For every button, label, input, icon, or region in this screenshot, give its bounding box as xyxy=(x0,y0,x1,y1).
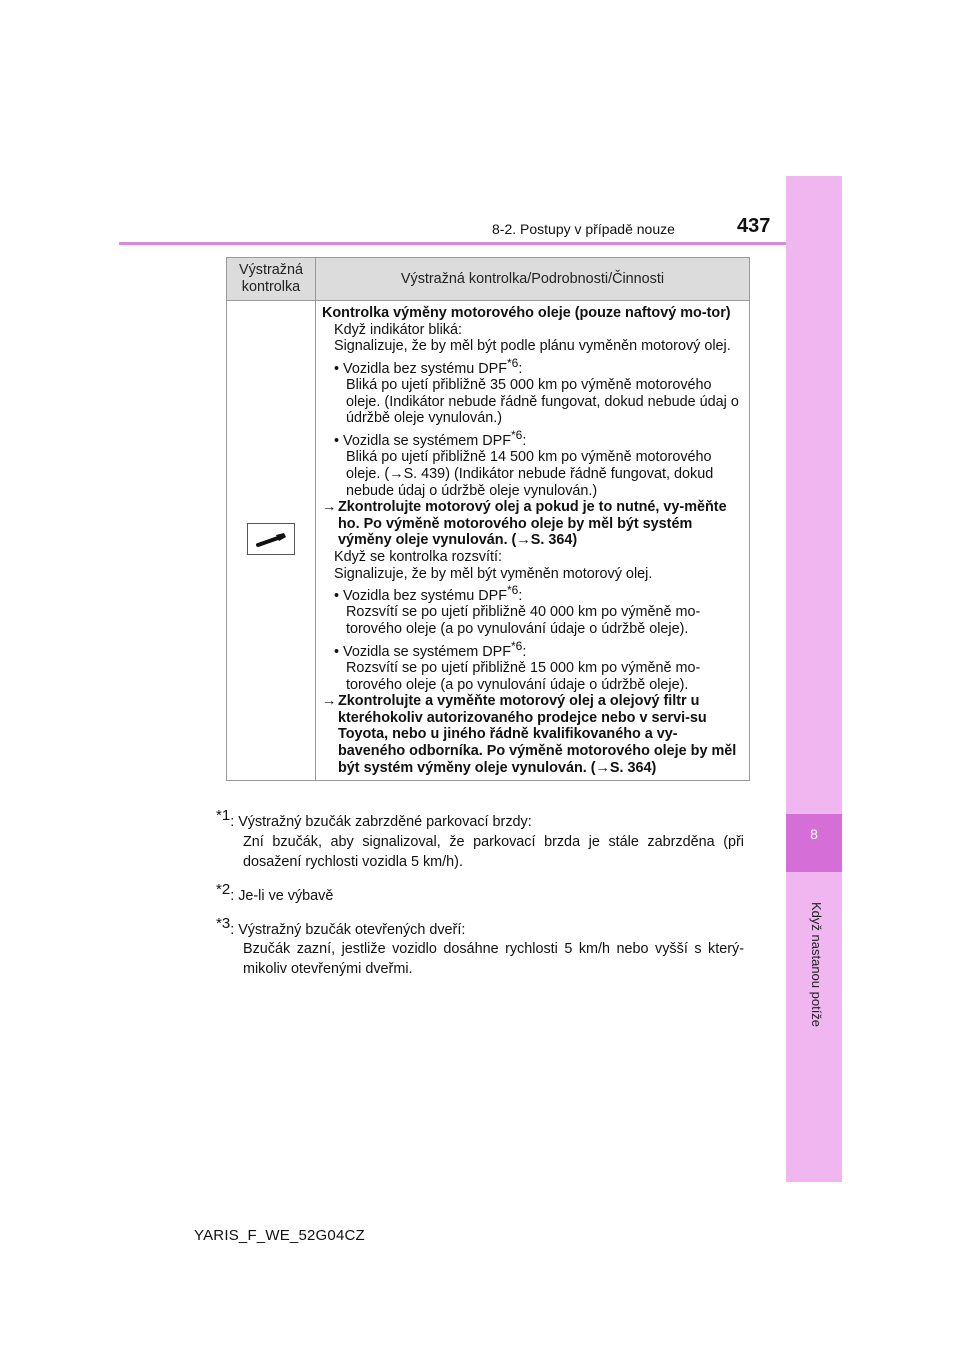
list-item: • Vozidla bez systému DPF$^{*6}$: xyxy=(334,583,523,604)
bullet-marker: • xyxy=(334,360,340,377)
footnote-body: Zní bzučák, aby signalizoval, že parkovací brzda je stále zabrzděna (při dosažení rychlosti vozidla 5 km/h). xyxy=(243,833,744,870)
lit-dpf-label: Vozidla se systémem DPF xyxy=(343,643,511,660)
details-cell xyxy=(316,301,750,781)
chapter-number: 8 xyxy=(810,826,818,842)
footnote-title: Výstražný bzučák otevřených dveří: xyxy=(238,921,466,938)
lit-heading: Když se kontrolka rozsvítí: xyxy=(334,548,502,565)
footnote-title: Je-li ve výbavě xyxy=(238,887,334,904)
section-title: 8-2. Postupy v případě nouze xyxy=(492,221,675,237)
chapter-tab-active[interactable] xyxy=(786,814,842,872)
footnote-1: $^{*1}$: Výstražný bzučák zabrzděné parkovací brzdy: Zní bzučák, aby signalizoval, že parkovací brzda je stále zabrzděna (při dosažení rychlosti vozidla 5 km/h). xyxy=(216,807,744,870)
blink-no-dpf-desc: Bliká po ujetí přibližně 35 000 km po výměně motorového oleje. (Indikátor nebude řádně fungovat, dokud nebude údaj o údržbě oleje vynulován.) xyxy=(346,377,739,427)
warning-table xyxy=(226,257,750,781)
arrow-icon: → xyxy=(322,499,337,516)
item-title: Kontrolka výměny motorového oleje (pouze naftový mo-tor) xyxy=(322,305,731,321)
chapter-sidebar xyxy=(786,176,842,1182)
footnote-mark: *3 xyxy=(216,914,231,932)
footnote-ref: *6 xyxy=(507,355,519,370)
list-item: • Vozidla se systémem DPF$^{*6}$: xyxy=(334,638,527,660)
blink-action xyxy=(322,499,743,549)
footnote-ref: *6 xyxy=(507,583,519,598)
list-item: • Vozidla bez systému DPF$^{*6}$: xyxy=(334,355,523,377)
bullet-marker: • xyxy=(334,587,340,604)
footnotes xyxy=(216,806,744,987)
chapter-title: Když nastanou potíže xyxy=(809,902,824,1028)
lit-dpf-desc: Rozsvítí se po ujetí přibližně 15 000 km po výměně mo-torového oleje (a po vynulování údaje o údržbě oleje). xyxy=(346,660,701,693)
table-row xyxy=(227,301,750,781)
blink-action-text[interactable]: Zkontrolujte motorový olej a pokud je to nutné, vy-měňte ho. Po výměně motorového oleje by měl být systém výměny oleje vynulován. (→S. 364) xyxy=(338,499,727,549)
list-item: • Vozidla se systémem DPF$^{*6}$: xyxy=(334,427,527,449)
lit-description: Signalizuje, že by měl být vyměněn motorový olej. xyxy=(334,565,653,582)
footnote-ref: *6 xyxy=(511,638,523,653)
arrow-icon: → xyxy=(322,693,337,710)
document-code: YARIS_F_WE_52G04CZ xyxy=(194,1227,365,1244)
header-divider xyxy=(119,242,786,245)
footnote-2: $^{*2}$: Je-li ve výbavě xyxy=(216,880,334,904)
footnote-body: Bzučák zazní, jestliže vozidlo dosáhne rychlosti 5 km/h nebo vyšší s který-mikoliv otevřenými dveřmi. xyxy=(243,941,744,978)
lit-no-dpf-label: Vozidla bez systému DPF xyxy=(343,587,508,604)
bullet-marker: • xyxy=(334,432,340,449)
footnote-ref: *6 xyxy=(511,427,523,442)
lit-no-dpf-desc: Rozsvítí se po ujetí přibližně 40 000 km po výměně mo-torového oleje (a po vynulování údaje o údržbě oleje). xyxy=(346,604,701,638)
blink-description: Signalizuje, že by měl být podle plánu vyměněn motorový olej. xyxy=(334,338,731,355)
icon-cell xyxy=(227,301,316,781)
footnote-mark: *2 xyxy=(216,880,231,898)
blink-dpf-label: Vozidla se systémem DPF xyxy=(343,432,511,449)
blink-heading: Když indikátor bliká: xyxy=(334,321,462,338)
page-number: 437 xyxy=(737,215,771,237)
col-header-light: Výstražná kontrolka xyxy=(227,258,316,301)
footnote-title: Výstražný bzučák zabrzděné parkovací brzdy: xyxy=(238,813,532,830)
lit-action-text[interactable]: Zkontrolujte a vyměňte motorový olej a olejový filtr u kteréhokoliv autorizovaného prodejce nebo v servi-su Toyota, nebo u jiného řádně kvalifikovaného a vy-baveného odborníka. Po výměně motorového oleje by měl být systém výměny oleje vynulován. (→S. 364) xyxy=(338,693,737,776)
footnote-3: $^{*3}$: Výstražný bzučák otevřených dveří: Bzučák zazní, jestliže vozidlo dosáhne rychlosti 5 km/h nebo vyšší s který-mikoliv otevřenými dveřmi. xyxy=(216,914,744,978)
bullet-marker: • xyxy=(334,643,340,660)
blink-dpf-desc: Bliká po ujetí přibližně 14 500 km po výměně motorového oleje. (→S. 439) (Indikátor nebude řádně fungovat, dokud nebude údaj o údržbě oleje vynulován.) xyxy=(346,449,714,499)
lit-action xyxy=(322,693,743,776)
table-header-row xyxy=(227,258,750,301)
blink-no-dpf-label: Vozidla bez systému DPF xyxy=(343,360,508,377)
wrench-icon xyxy=(247,523,295,555)
footnote-mark: *1 xyxy=(216,807,231,824)
col-header-details: Výstražná kontrolka/Podrobnosti/Činnosti xyxy=(316,258,750,301)
